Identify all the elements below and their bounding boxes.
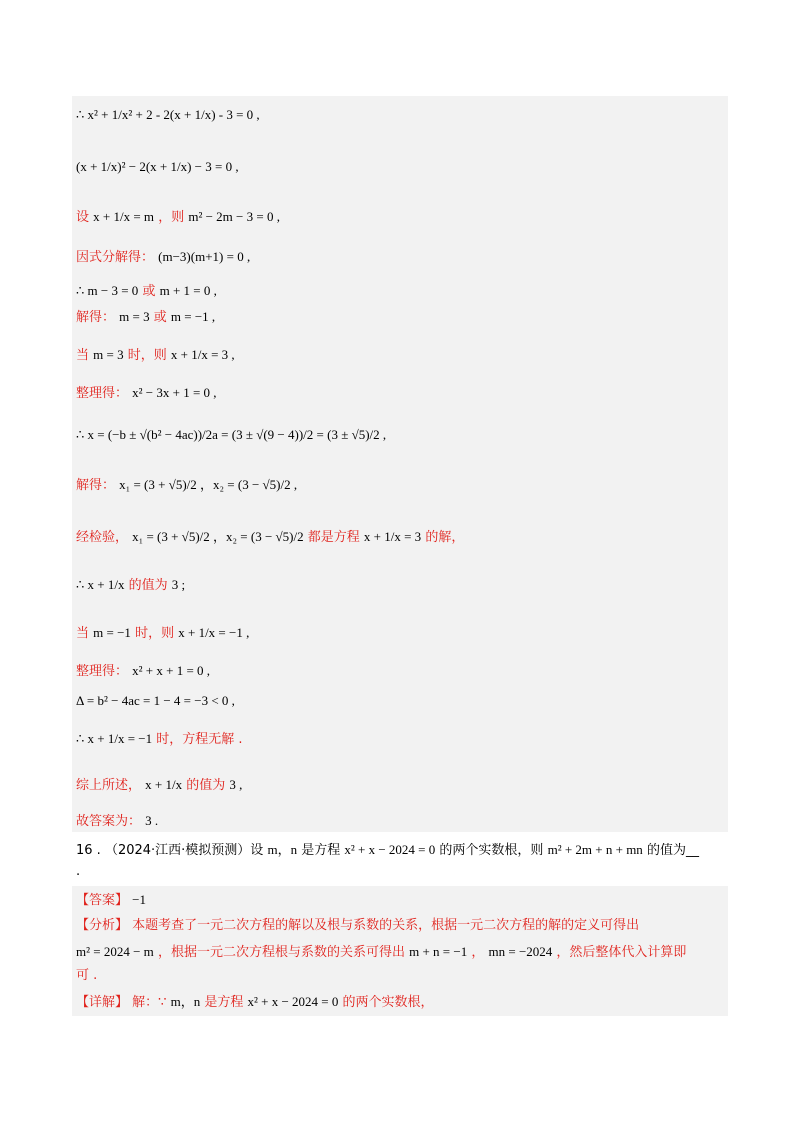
solution-line-4 [76, 248, 250, 267]
text: 当 [76, 626, 90, 641]
text: 当 [76, 348, 90, 363]
equation: ∴ x = (−b ± √(b² − 4ac))/2a = (3 ± √(9 − 4))/2 = (3 ± √5)/2 , [76, 427, 387, 442]
equation: m + 1 = 0 , [159, 283, 217, 298]
solution-block [72, 96, 728, 832]
analysis-text: ， [471, 945, 485, 960]
variables: m，n [267, 842, 298, 857]
equation: m² − 2m − 3 = 0 , [188, 209, 280, 224]
equation: x² − 3x + 1 = 0 , [132, 385, 217, 400]
equation: mn = −2024 [488, 944, 553, 959]
solution-line-14 [76, 662, 210, 681]
text: 或 [153, 310, 167, 325]
analysis-text: ，根据一元二次方程根与系数的关系可得出 [157, 945, 405, 960]
solution-line-18 [76, 812, 158, 831]
question-source: （2024·江西·模拟预测）设 [104, 843, 264, 858]
value: 3 ; [171, 577, 186, 592]
detail-label: 【详解】 [76, 995, 129, 1010]
text: 整理得： [76, 664, 129, 679]
equation: m² = 2024 − m [76, 944, 154, 959]
text: 的解， [425, 530, 465, 545]
solution-line-12 [76, 576, 185, 595]
text: 经检验， [76, 530, 129, 545]
equation: x + 1/x = 3 , [170, 347, 235, 362]
text: 的两个实数根，则 [439, 843, 544, 858]
analysis-line-2 [76, 942, 686, 963]
question-number: 16 . [76, 843, 101, 858]
value: 3 . [145, 813, 159, 828]
text: ，则 [158, 210, 185, 225]
text: 故答案为： [76, 814, 142, 829]
answer-label: 【答案】 [76, 893, 129, 908]
answer-value: −1 [132, 892, 146, 907]
text: 的值为 [128, 578, 168, 593]
equation: (m−3)(m+1) = 0 , [158, 249, 251, 264]
text: . [76, 864, 81, 879]
solution-line-7 [76, 346, 235, 365]
text: 设 [76, 210, 90, 225]
variables: m，n [170, 994, 201, 1009]
expression: m² + 2m + n + mn [547, 842, 643, 857]
text: 时，则 [135, 626, 175, 641]
solution-line-10 [76, 476, 297, 495]
equation: m = 3 [119, 309, 150, 324]
text: 时，则 [127, 348, 167, 363]
equation: x + 1/x = 3 [363, 529, 422, 544]
solution-line-3 [76, 208, 280, 227]
solution-line-15 [76, 692, 235, 711]
solution-line-8 [76, 384, 217, 403]
analysis-line-1 [76, 916, 639, 936]
equation: m = −1 [93, 625, 131, 640]
equation: x + 1/x = m [93, 209, 155, 224]
text: 解得： [76, 478, 116, 493]
analysis-label: 【分析】 [76, 918, 129, 933]
solution-line-16 [76, 730, 243, 749]
value: 3 , [229, 777, 243, 792]
equation: x² + x + 1 = 0 , [132, 663, 211, 678]
detail-text: 解：∵ [132, 995, 167, 1010]
text: 整理得： [76, 386, 129, 401]
equation: m + n = −1 [409, 944, 468, 959]
detail-line-1 [76, 992, 434, 1013]
question-16-cont [76, 862, 80, 882]
solution-line-9 [76, 426, 386, 445]
text: 都是方程 [307, 530, 360, 545]
text: 因式分解得： [76, 250, 155, 265]
analysis-line-3 [76, 966, 97, 986]
text: 的值为 [186, 778, 226, 793]
solution-line-2 [76, 158, 239, 177]
equation: m = −1 , [170, 309, 216, 324]
text: 综上所述， [76, 778, 142, 793]
equation: ∴ m − 3 = 0 [76, 283, 139, 298]
solution-line-17 [76, 776, 242, 795]
analysis-text: ，然后整体代入计算即 [556, 945, 687, 960]
equation: x₁ = (3 + √5)/2 ，x₂ = (3 − √5)/2 [132, 529, 304, 544]
equation: ∴ x + 1/x [76, 577, 125, 592]
solution-line-1 [76, 106, 260, 125]
equation: x² + x − 2024 = 0 [247, 994, 339, 1009]
equation: ∴ x + 1/x = −1 [76, 731, 153, 746]
equation: x + 1/x [145, 777, 183, 792]
detail-text: 是方程 [204, 995, 244, 1010]
text: 时，方程无解 . [156, 732, 243, 747]
solution-line-13 [76, 624, 249, 643]
text: 是方程 [301, 843, 341, 858]
equation: x² + x − 2024 = 0 [344, 842, 436, 857]
equation: m = 3 [93, 347, 124, 362]
answer-line [76, 890, 146, 911]
solution-line-11 [76, 528, 464, 547]
solution-line-6 [76, 308, 215, 327]
text: 解得： [76, 310, 116, 325]
equation: Δ = b² − 4ac = 1 − 4 = −3 < 0 , [76, 693, 235, 708]
equation: x + 1/x = −1 , [178, 625, 250, 640]
question-16 [76, 840, 699, 861]
analysis-text: 本题考查了一元二次方程的解以及根与系数的关系，根据一元二次方程的解的定义可得出 [132, 918, 640, 933]
equation: (x + 1/x)² − 2(x + 1/x) − 3 = 0 , [76, 159, 239, 174]
answer-blank: 的值为__ [646, 843, 699, 858]
equation: x₁ = (3 + √5)/2 ，x₂ = (3 − √5)/2 , [119, 477, 298, 492]
solution-line-5 [76, 282, 217, 301]
detail-text: 的两个实数根， [342, 995, 434, 1010]
equation: ∴ x² + 1/x² + 2 - 2(x + 1/x) - 3 = 0 , [76, 107, 260, 122]
text: 或 [142, 284, 156, 299]
analysis-text: 可 . [76, 968, 98, 983]
